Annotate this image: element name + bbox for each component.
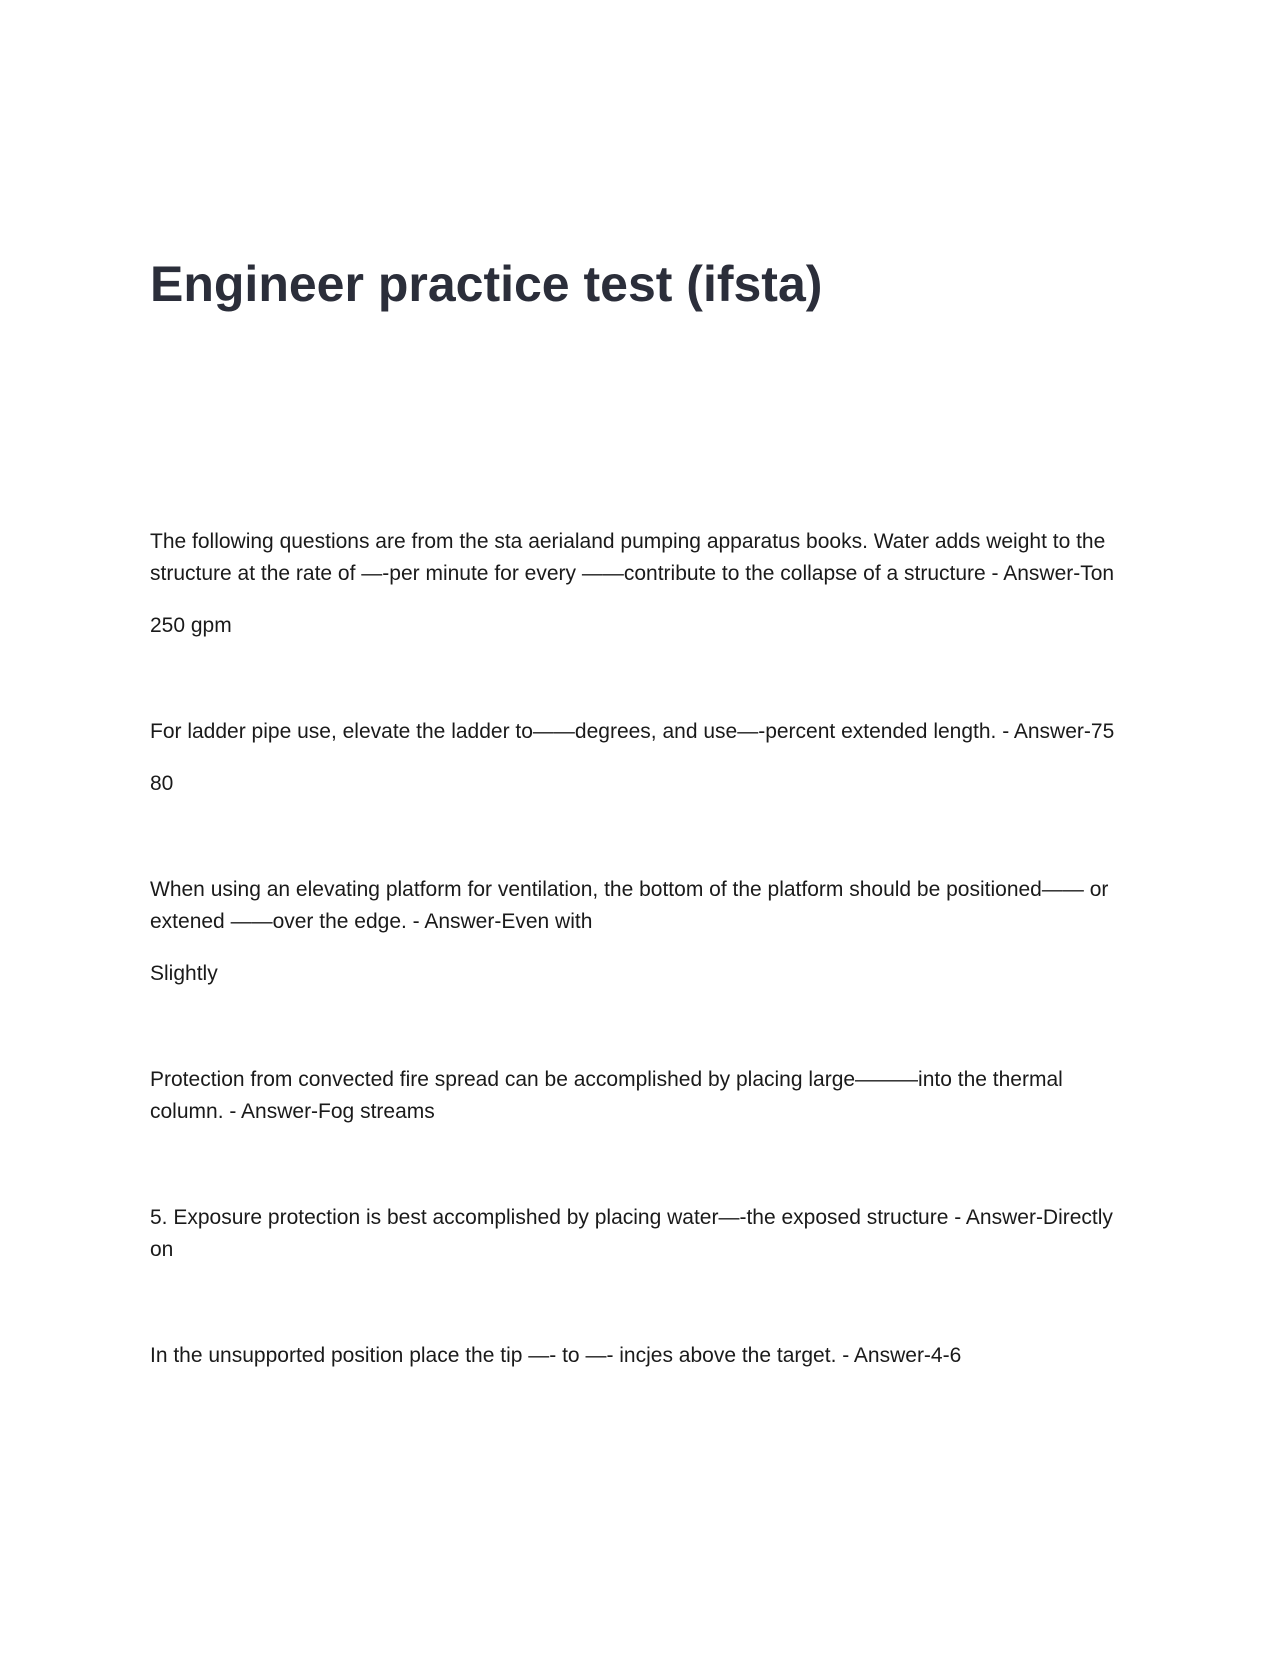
question-item	[150, 526, 1125, 642]
question-item	[150, 874, 1125, 990]
question-text: For ladder pipe use, elevate the ladder to——degrees, and use—-percent extended length. - Answer-75	[150, 720, 1115, 743]
answer-continuation: Slightly	[150, 962, 218, 985]
question-text: 5. Exposure protection is best accomplished by placing water—-the exposed structure - Answer-Directly on	[150, 1206, 1113, 1261]
question-text: The following questions are from the sta aerialand pumping apparatus books. Water adds weight to the structure at the rate of —-per minute for every ——contribute to the collapse of a structure - Answer-Ton	[150, 530, 1115, 585]
question-item	[150, 1340, 1125, 1372]
question-item	[150, 716, 1125, 800]
answer-continuation: 80	[150, 772, 174, 795]
question-list	[150, 526, 1125, 1446]
question-text: Protection from convected fire spread can be accomplished by placing large———into the thermal column. - Answer-Fog streams	[150, 1068, 1063, 1123]
question-item	[150, 1064, 1125, 1128]
answer-continuation: 250 gpm	[150, 614, 232, 637]
question-text: When using an elevating platform for ventilation, the bottom of the platform should be positioned—— or extened ——over the edge. - Answer-Even with	[150, 878, 1109, 933]
question-text: In the unsupported position place the tip —- to —- incjes above the target. - Answer-4-6	[150, 1344, 962, 1367]
page-title: Engineer practice test (ifsta)	[150, 256, 823, 312]
question-item	[150, 1202, 1125, 1266]
